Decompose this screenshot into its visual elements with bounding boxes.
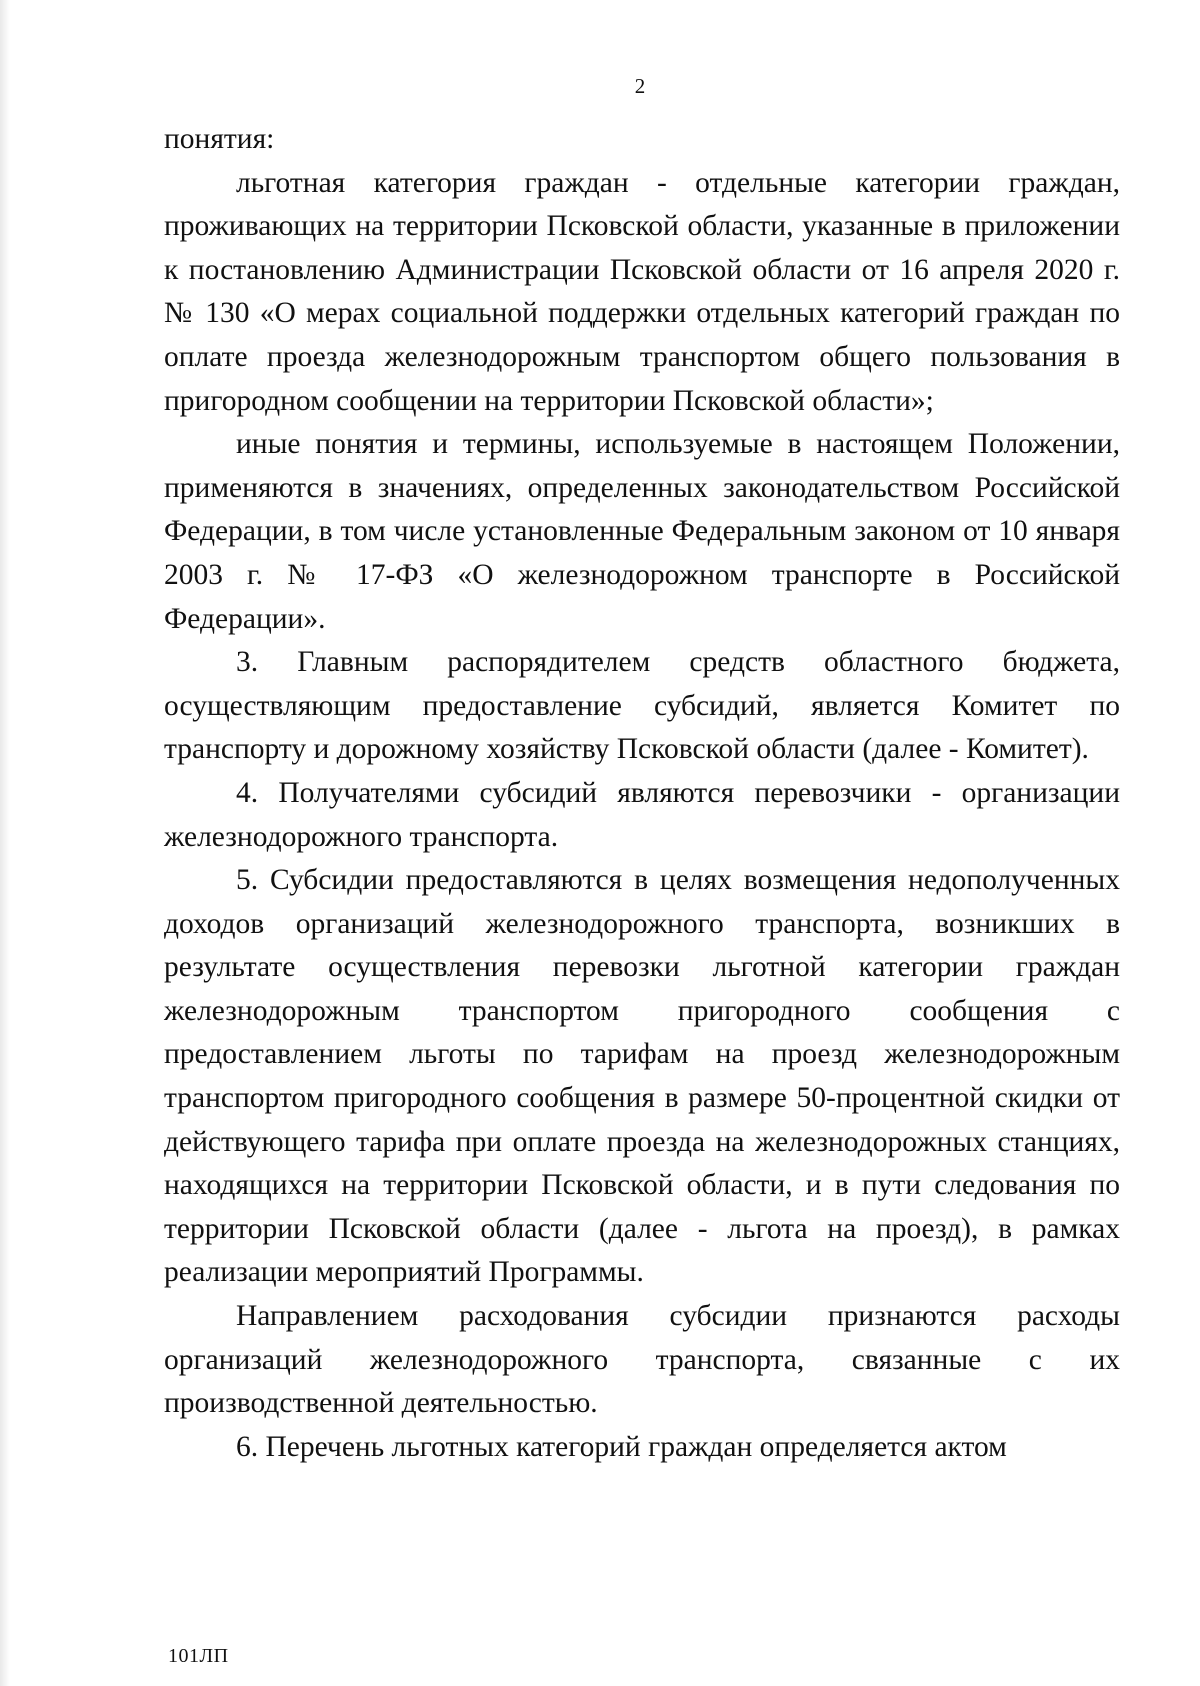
paragraph-continuation: понятия: [164, 123, 275, 155]
footer-document-code: 101ЛП [168, 1645, 229, 1667]
paragraph-other-terms: иные понятия и термины, используемые в настоящем Положении, применяются в значениях, определенных законодательством Российской Федерации, в том числе установленные Федеральным законом от 10 января 2003 г. № 17-ФЗ «О железнодорожном транспорте в Российской Федерации». [164, 428, 1120, 635]
paragraph-item-4: 4. Получателями субсидий являются перевозчики - организации железнодорожного транспорта. [164, 776, 1120, 853]
paragraph-item-6: 6. Перечень льготных категорий граждан определяется актом [236, 1430, 1007, 1463]
paragraph-spending-direction: Направлением расходования субсидии признаются расходы организаций железнодорожного транспорта, связанные с их производственной деятельностью. [164, 1300, 1120, 1420]
paragraph-item-3: 3. Главным распорядителем средств областного бюджета, осуществляющим предоставление субсидий, является Комитет по транспорту и дорожному хозяйству Псковской области (далее - Комитет). [164, 646, 1120, 766]
paragraph-item-5: 5. Субсидии предоставляются в целях возмещения недополученных доходов организаций железнодорожного транспорта, возникших в результате осуществления перевозки льготной категории граждан железнодорожным транспортом пригородного сообщения с предоставлением льготы по тарифам на проезд железнодорожным транспортом пригородного сообщения в размере 50-процентной скидки от действующего тарифа при оплате проезда на железнодорожных станциях, находящихся на территории Псковской области, и в пути следования по территории Псковской области (далее - льгота на проезд), в рамках реализации мероприятий Программы. [164, 864, 1120, 1289]
paragraph-definition-benefit-category: льготная категория граждан - отдельные категории граждан, проживающих на территории Псковской области, указанные в приложении к постановлению Администрации Псковской области от 16 апреля 2020 г. № 130 «О мерах социальной поддержки отдельных категорий граждан по оплате проезда железнодорожным транспортом общего пользования в пригородном сообщении на территории Псковской области»; [164, 166, 1120, 417]
document-body [164, 118, 1120, 1469]
scan-edge [0, 0, 10, 1686]
page-number: 2 [634, 74, 646, 98]
